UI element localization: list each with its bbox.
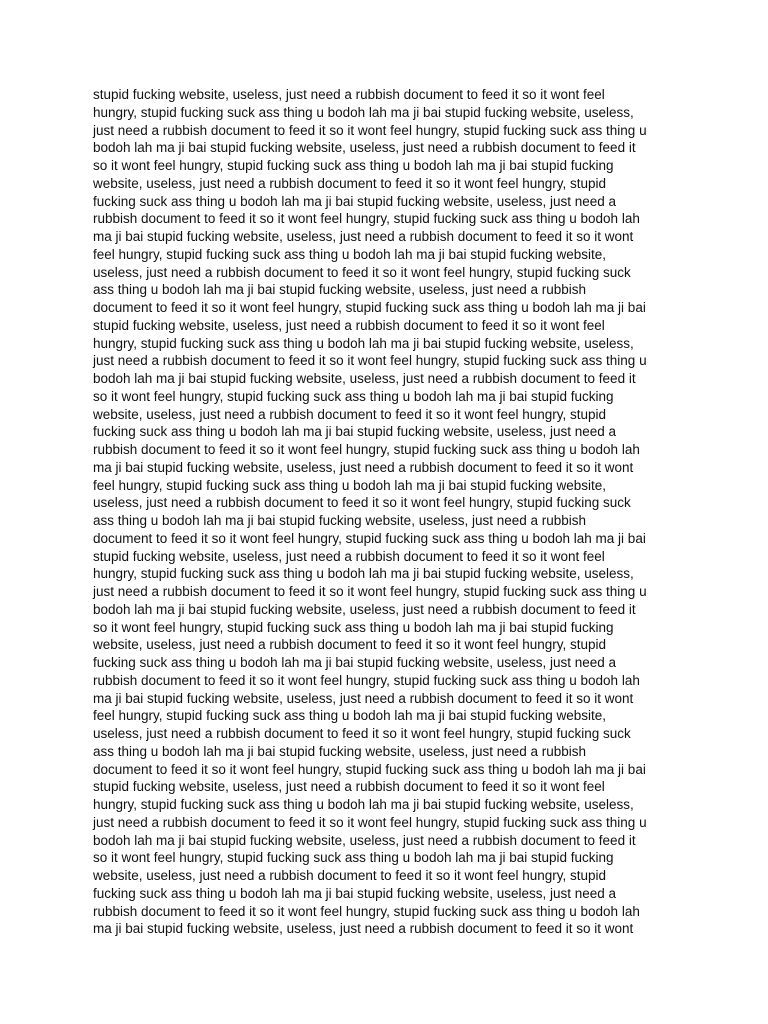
text-line: ma ji bai stupid fucking website, useless, just need a rubbish document to feed it so it wont (93, 690, 634, 706)
text-line: stupid fucking website, useless, just need a rubbish document to feed it so it wont feel (93, 317, 605, 333)
text-line: stupid fucking website, useless, just need a rubbish document to feed it so it wont feel (93, 779, 605, 795)
text-line: fucking suck ass thing u bodoh lah ma ji bai stupid fucking website, useless, just need a (93, 193, 617, 209)
text-line: ass thing u bodoh lah ma ji bai stupid fucking website, useless, just need a rubbish (93, 282, 587, 298)
text-line: bodoh lah ma ji bai stupid fucking website, useless, just need a rubbish document to feed it (93, 832, 636, 848)
body-text (93, 86, 683, 938)
text-line: just need a rubbish document to feed it so it wont feel hungry, stupid fucking suck ass thing u (93, 584, 647, 599)
text-line: just need a rubbish document to feed it so it wont feel hungry, stupid fucking suck ass thing u (93, 353, 647, 369)
text-line: useless, just need a rubbish document to feed it so it wont feel hungry, stupid fucking suck (93, 495, 631, 511)
text-line: so it wont feel hungry, stupid fucking suck ass thing u bodoh lah ma ji bai stupid fucking (93, 619, 614, 635)
text-line: hungry, stupid fucking suck ass thing u bodoh lah ma ji bai stupid fucking website, useless, (93, 104, 634, 120)
text-line: ass thing u bodoh lah ma ji bai stupid fucking website, useless, just need a rubbish (93, 743, 587, 759)
text-line: feel hungry, stupid fucking suck ass thing u bodoh lah ma ji bai stupid fucking website, (93, 708, 607, 724)
text-line: ma ji bai stupid fucking website, useless, just need a rubbish document to feed it so it wont (93, 921, 634, 937)
text-line: feel hungry, stupid fucking suck ass thing u bodoh lah ma ji bai stupid fucking website, (93, 246, 607, 262)
text-line: fucking suck ass thing u bodoh lah ma ji bai stupid fucking website, useless, just need a (93, 655, 617, 670)
text-line: document to feed it so it wont feel hungry, stupid fucking suck ass thing u bodoh lah ma ji bai (93, 300, 646, 315)
text-line: bodoh lah ma ji bai stupid fucking website, useless, just need a rubbish document to feed it (93, 140, 636, 156)
text-line: website, useless, just need a rubbish document to feed it so it wont feel hungry, stupid (93, 637, 607, 653)
text-line: ma ji bai stupid fucking website, useless, just need a rubbish document to feed it so it wont (93, 229, 634, 244)
text-line: document to feed it so it wont feel hungry, stupid fucking suck ass thing u bodoh lah ma ji bai (93, 530, 646, 546)
text-line: website, useless, just need a rubbish document to feed it so it wont feel hungry, stupid (93, 175, 607, 191)
text-line: fucking suck ass thing u bodoh lah ma ji bai stupid fucking website, useless, just need a (93, 885, 617, 901)
text-line: hungry, stupid fucking suck ass thing u bodoh lah ma ji bai stupid fucking website, useless, (93, 566, 634, 582)
text-line: ass thing u bodoh lah ma ji bai stupid fucking website, useless, just need a rubbish (93, 513, 587, 528)
text-line: just need a rubbish document to feed it so it wont feel hungry, stupid fucking suck ass thing u (93, 122, 647, 138)
text-line: rubbish document to feed it so it wont feel hungry, stupid fucking suck ass thing u bodoh lah (93, 672, 640, 688)
text-line: rubbish document to feed it so it wont feel hungry, stupid fucking suck ass thing u bodoh lah (93, 442, 640, 457)
text-line: rubbish document to feed it so it wont feel hungry, stupid fucking suck ass thing u bodoh lah (93, 211, 640, 227)
text-line: document to feed it so it wont feel hungry, stupid fucking suck ass thing u bodoh lah ma ji bai (93, 761, 646, 777)
text-line: so it wont feel hungry, stupid fucking suck ass thing u bodoh lah ma ji bai stupid fucking (93, 388, 614, 404)
text-line: bodoh lah ma ji bai stupid fucking website, useless, just need a rubbish document to feed it (93, 601, 636, 617)
text-line: stupid fucking website, useless, just need a rubbish document to feed it so it wont feel (93, 548, 605, 564)
text-line: hungry, stupid fucking suck ass thing u bodoh lah ma ji bai stupid fucking website, useless, (93, 797, 634, 812)
text-line: website, useless, just need a rubbish document to feed it so it wont feel hungry, stupid (93, 406, 607, 422)
text-line: hungry, stupid fucking suck ass thing u bodoh lah ma ji bai stupid fucking website, useless, (93, 335, 634, 351)
text-line: rubbish document to feed it so it wont feel hungry, stupid fucking suck ass thing u bodoh lah (93, 903, 640, 919)
text-line: website, useless, just need a rubbish document to feed it so it wont feel hungry, stupid (93, 868, 607, 883)
text-line: bodoh lah ma ji bai stupid fucking website, useless, just need a rubbish document to feed it (93, 371, 636, 386)
text-line: stupid fucking website, useless, just need a rubbish document to feed it so it wont feel (93, 87, 605, 102)
text-line: so it wont feel hungry, stupid fucking suck ass thing u bodoh lah ma ji bai stupid fucking (93, 850, 614, 866)
text-line: ma ji bai stupid fucking website, useless, just need a rubbish document to feed it so it wont (93, 459, 634, 475)
text-line: so it wont feel hungry, stupid fucking suck ass thing u bodoh lah ma ji bai stupid fucking (93, 158, 614, 173)
text-line: just need a rubbish document to feed it so it wont feel hungry, stupid fucking suck ass thing u (93, 814, 647, 830)
text-line: fucking suck ass thing u bodoh lah ma ji bai stupid fucking website, useless, just need a (93, 424, 617, 440)
text-line: useless, just need a rubbish document to feed it so it wont feel hungry, stupid fucking suck (93, 264, 631, 280)
text-line: feel hungry, stupid fucking suck ass thing u bodoh lah ma ji bai stupid fucking website, (93, 477, 607, 493)
text-line: useless, just need a rubbish document to feed it so it wont feel hungry, stupid fucking suck (93, 726, 631, 741)
